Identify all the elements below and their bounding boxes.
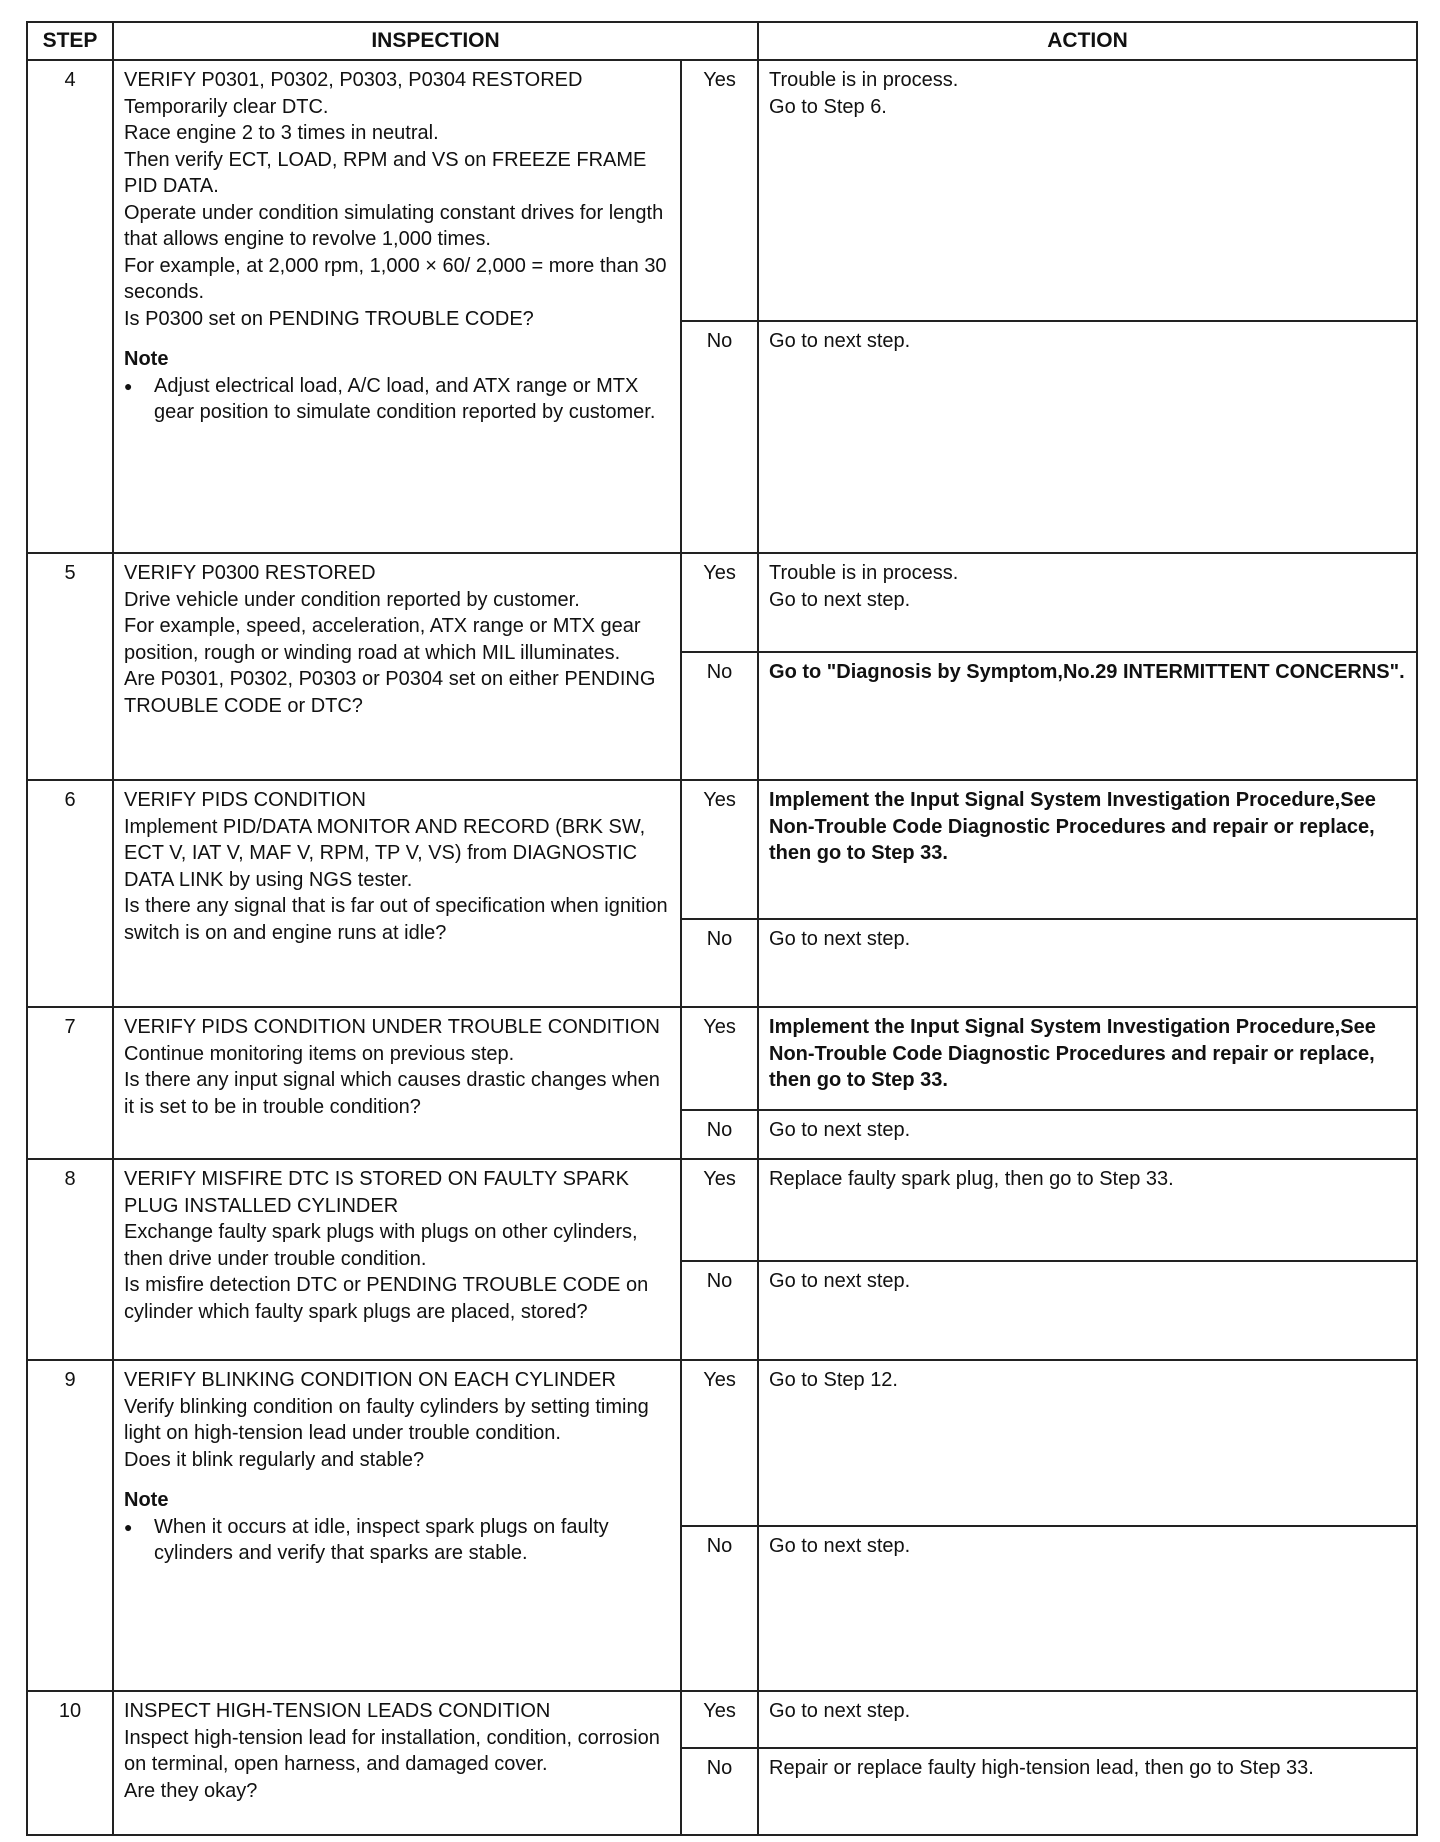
inspection-text: Are P0301, P0302, P0303 or P0304 set on either PENDING TROUBLE CODE or DTC? [124,668,656,717]
yes-action [758,1691,1417,1748]
action-text: Go to next step. [769,330,911,352]
table-header-row [27,22,1417,60]
inspection-text: Continue monitoring items on previous step. [124,1042,515,1065]
action-text: Go to next step. [769,1700,911,1722]
inspection-cell [113,1360,681,1691]
table-row [27,780,1417,919]
yes-action [758,1007,1417,1110]
inspection-text: Operate under condition simulating constant drives for length that allows engine to revolve 1,000 times. [124,201,664,250]
note-text: Adjust electrical load, A/C load, and ATX range or MTX gear position to simulate condition reported by customer. [154,374,656,423]
header-inspection: INSPECTION [113,22,758,60]
action-text: Go to next step. [769,588,911,611]
action-text: Trouble is in process. [769,562,959,584]
no-action [758,1748,1417,1835]
no-action [758,321,1417,553]
inspection-text: For example, speed, acceleration, ATX range or MTX gear position, rough or winding road at which MIL illuminates. [124,615,641,664]
inspection-cell [113,553,681,780]
inspection-title: VERIFY PIDS CONDITION UNDER TROUBLE CONDITION [124,1016,660,1038]
action-text: Go to next step. [769,1535,911,1557]
yes-label: Yes [681,1360,758,1526]
no-label: No [681,321,758,553]
bullet-icon: ● [124,1518,133,1535]
inspection-cell [113,1691,681,1835]
step-number: 8 [27,1159,113,1360]
inspection-text: Does it blink regularly and stable? [124,1448,425,1471]
inspection-cell [113,1007,681,1159]
inspection-cell [113,60,681,553]
yes-label: Yes [681,1691,758,1748]
note-bullet [124,1514,672,1567]
no-label: No [681,1526,758,1691]
header-action: ACTION [758,22,1417,60]
inspection-title: VERIFY P0301, P0302, P0303, P0304 RESTORED [124,69,583,91]
inspection-text: Is misfire detection DTC or PENDING TROUBLE CODE on cylinder which faulty spark plugs are placed, stored? [124,1274,649,1323]
no-label: No [681,1748,758,1835]
action-text: Replace faulty spark plug, then go to Step 33. [769,1168,1174,1190]
inspection-text: For example, at 2,000 rpm, 1,000 × 60/ 2,000 = more than 30 seconds. [124,254,667,303]
yes-label: Yes [681,1007,758,1110]
bullet-icon: ● [124,377,133,394]
yes-label: Yes [681,780,758,919]
table-row [27,60,1417,321]
no-label: No [681,1110,758,1159]
inspection-title: VERIFY BLINKING CONDITION ON EACH CYLINDER [124,1369,616,1391]
step-number: 6 [27,780,113,1007]
inspection-title: INSPECT HIGH-TENSION LEADS CONDITION [124,1700,551,1722]
yes-action [758,1360,1417,1526]
inspection-text: Drive vehicle under condition reported by customer. [124,588,580,611]
yes-action [758,1159,1417,1261]
table-row [27,553,1417,652]
no-label: No [681,919,758,1007]
no-action [758,1526,1417,1691]
no-label: No [681,652,758,780]
step-number: 9 [27,1360,113,1691]
yes-action [758,780,1417,919]
diagnostic-procedure-table [26,21,1418,1836]
action-text: Implement the Input Signal System Investigation Procedure,See Non-Trouble Code Diagnostic Procedures and repair or replace, then go to Step 33. [769,1016,1376,1091]
yes-label: Yes [681,1159,758,1261]
step-number: 5 [27,553,113,780]
action-text: Go to next step. [769,1119,911,1141]
note-title: Note [124,1489,169,1511]
action-text: Implement the Input Signal System Investigation Procedure,See Non-Trouble Code Diagnostic Procedures and repair or replace, then go to Step 33. [769,789,1376,864]
inspection-title: VERIFY PIDS CONDITION [124,789,366,811]
yes-label: Yes [681,553,758,652]
action-text: Repair or replace faulty high-tension lead, then go to Step 33. [769,1757,1314,1779]
inspection-title: VERIFY P0300 RESTORED [124,562,376,584]
step-number: 10 [27,1691,113,1835]
header-step: STEP [27,22,113,60]
step-number: 7 [27,1007,113,1159]
inspection-text: Is there any input signal which causes drastic changes when it is set to be in trouble condition? [124,1069,660,1118]
inspection-cell [113,780,681,1007]
inspection-text: Inspect high-tension lead for installation, condition, corrosion on terminal, open harness, and damaged cover. [124,1726,660,1775]
note-title: Note [124,348,169,370]
no-action [758,652,1417,780]
inspection-title: VERIFY MISFIRE DTC IS STORED ON FAULTY SPARK PLUG INSTALLED CYLINDER [124,1168,629,1217]
inspection-text: Then verify ECT, LOAD, RPM and VS on FREEZE FRAME PID DATA. [124,148,647,197]
action-text: Go to "Diagnosis by Symptom,No.29 INTERMITTENT CONCERNS". [769,661,1405,683]
inspection-text: Is there any signal that is far out of specification when ignition switch is on and engine runs at idle? [124,895,668,944]
yes-action [758,60,1417,321]
action-text: Go to next step. [769,1270,911,1292]
no-label: No [681,1261,758,1360]
inspection-text: Is P0300 set on PENDING TROUBLE CODE? [124,307,534,330]
no-action [758,919,1417,1007]
inspection-text: Are they okay? [124,1779,258,1802]
inspection-text: Temporarily clear DTC. [124,95,329,118]
step-number: 4 [27,60,113,553]
table-row [27,1007,1417,1110]
action-text: Go to Step 6. [769,95,887,118]
table-row [27,1360,1417,1526]
inspection-text: Race engine 2 to 3 times in neutral. [124,122,439,144]
no-action [758,1110,1417,1159]
inspection-text: Verify blinking condition on faulty cylinders by setting timing light on high-tension lead under trouble condition. [124,1395,649,1444]
inspection-cell [113,1159,681,1360]
inspection-text: Implement PID/DATA MONITOR AND RECORD (BRK SW, ECT V, IAT V, MAF V, RPM, TP V, VS) from DIAGNOSTIC DATA LINK by using NGS tester. [124,815,646,891]
inspection-text: Exchange faulty spark plugs with plugs on other cylinders, then drive under trouble condition. [124,1221,638,1270]
action-text: Go to next step. [769,928,911,950]
note-bullet [124,373,672,426]
note-text: When it occurs at idle, inspect spark plugs on faulty cylinders and verify that sparks are stable. [154,1515,609,1564]
yes-label: Yes [681,60,758,321]
action-text: Trouble is in process. [769,69,959,91]
no-action [758,1261,1417,1360]
action-text: Go to Step 12. [769,1369,898,1391]
yes-action [758,553,1417,652]
table-row [27,1691,1417,1748]
table-row [27,1159,1417,1261]
